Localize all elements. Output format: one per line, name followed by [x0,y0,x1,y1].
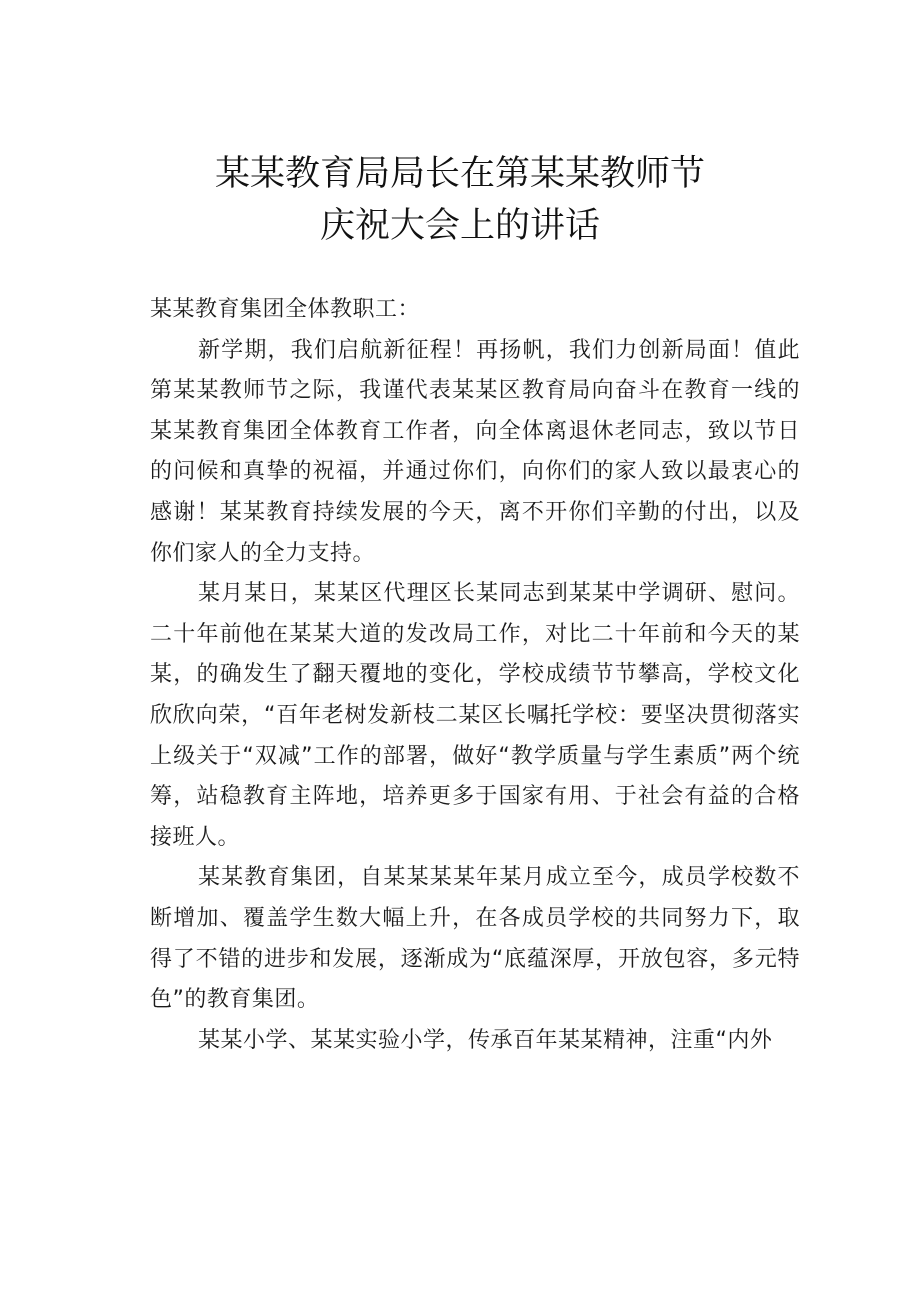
title-line-2: 庆祝大会上的讲话 [319,206,600,246]
title-line-1: 某某教育局局长在第某某教师节 [214,154,705,194]
salutation: 某某教育集团全体教职工： [150,297,421,322]
paragraph-4: 某某小学、某某实验小学，传承百年某某精神，注重“内外 [198,1027,773,1053]
paragraph-2: 某月某日，某某区代理区长某同志到某某中学调研、慰问。二十年前他在某某大道的发改局工作，对比二十年前和今天的某某，的确发生了翻天覆地的变化，学校成绩节节攀高，学校文化欣欣向荣，“百年老树发新枝二某区长嘱托学校：要坚决贯彻落实上级关于“双减”工作的部署，做好“教学质量与学生素质”两个统筹，站稳教育主阵地，培养更多于国家有用、于社会有益的合格接班人。 [150,581,800,850]
document-body [150,290,800,1061]
paragraph-1: 新学期，我们启航新征程！再扬帆，我们力创新局面！值此第某某教师节之际，我谨代表某某区教育局向奋斗在教育一线的某某教育集团全体教育工作者，向全体离退休老同志，致以节日的问候和真挚的祝福，并通过你们，向你们的家人致以最衷心的感谢！某某教育持续发展的今天，离不开你们辛勤的付出，以及你们家人的全力支持。 [150,337,800,566]
paragraph-3: 某某教育集团，自某某某某年某月成立至今，成员学校数不断增加、覆盖学生数大幅上升，在各成员学校的共同努力下，取得了不错的进步和发展，逐渐成为“底蕴深厚，开放包容，多元特色”的教育集团。 [150,865,800,1013]
document-title [0,148,920,252]
